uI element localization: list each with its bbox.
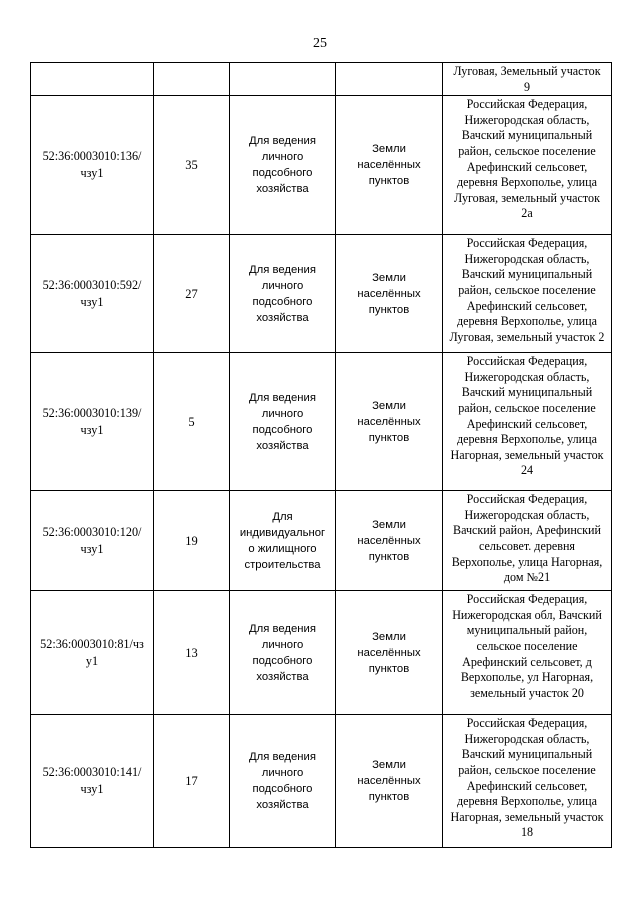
address-line: Российская Федерация, [466,236,588,251]
address-line: Нижегородская область, [464,731,590,746]
address-line: 9 [523,79,531,94]
cadastral-number-cell [31,715,154,848]
land-category-line: пунктов [368,175,410,188]
address-line: Арефинский сельсовет, [466,159,588,174]
land-category-line: Земли [372,630,406,643]
land-category-line: пунктов [368,303,410,316]
area-cell: 5 [154,353,230,491]
address-cell [443,491,612,591]
address-line: Российская Федерация, [466,592,588,607]
permitted-use-line: хозяйства [256,799,309,812]
address-line: деревня Верхополье, улица [456,314,597,329]
table-row [31,96,612,235]
cadastral-number-line: 52:36:0003010:81/чз [40,636,144,651]
permitted-use-line: Для ведения [249,751,316,763]
cadastral-number-line: чзу1 [80,422,104,437]
address-line: Нижегородская область, [464,369,590,384]
cadastral-number-line: чзу1 [80,294,104,309]
permitted-use-cell [230,96,336,235]
land-category-line: пунктов [368,662,410,675]
area-cell: 35 [154,96,230,235]
permitted-use-line: личного [261,638,304,651]
land-category-line: Земли [372,759,406,772]
address-line: район, сельское поселение [458,282,596,297]
area-cell: 27 [154,235,230,353]
permitted-use-line: хозяйства [256,311,309,324]
area-cell: 19 [154,491,230,591]
address-line: Луговая, земельный участок 2 [449,329,605,344]
address-line: Нижегородская область, [464,112,590,127]
cadastral-number-line: 52:36:0003010:139/ [42,405,142,420]
cadastral-number-cell [31,235,154,353]
permitted-use-line: Для ведения [249,622,316,635]
address-line: район, сельское поселение [458,400,596,415]
permitted-use-line: индивидуальног [239,526,326,539]
land-plots-table [30,62,612,848]
permitted-use-cell [230,353,336,491]
land-category-line: населённых [357,415,421,428]
address-line: Вачский муниципальный [461,385,593,400]
permitted-use-line: подсобного [252,783,313,796]
permitted-use-line: Для ведения [249,391,316,404]
cadastral-number-line: у1 [85,653,99,668]
area-cell: 13 [154,591,230,715]
permitted-use-line: подсобного [252,295,313,308]
permitted-use-line: хозяйства [256,183,309,196]
address-line: муниципальный район, [466,623,588,638]
address-line: Российская Федерация, [466,354,588,369]
permitted-use-line: подсобного [252,654,313,667]
land-category-cell [336,353,443,491]
page-number: 25 [313,36,327,51]
area-cell [154,63,230,96]
address-line: район, сельское поселение [458,143,596,158]
permitted-use-line: личного [261,279,304,292]
address-cell [443,235,612,353]
area-cell: 17 [154,715,230,848]
permitted-use-line: строительства [244,558,321,571]
permitted-use-line: подсобного [252,167,313,180]
permitted-use-line: Для ведения [249,263,316,276]
address-line: сельское поселение [476,638,578,653]
address-line: Верхополье, улица Нагорная, [451,554,603,569]
address-line: Нижегородская область, [464,507,590,522]
address-cell [443,715,612,848]
cadastral-number-cell [31,353,154,491]
cadastral-number-line: 52:36:0003010:120/ [42,524,142,539]
address-cell [443,591,612,715]
address-line: Луговая, земельный участок [454,190,600,205]
permitted-use-line: Для ведения [249,135,316,147]
land-category-line: населённых [357,287,421,300]
land-category-line: Земли [372,271,406,284]
cadastral-number-cell [31,96,154,235]
land-category-line: населённых [357,159,421,172]
cadastral-number-cell [31,63,154,96]
address-line: Вачский район, Арефинский [453,523,601,538]
address-line: Арефинский сельсовет, [466,298,588,313]
address-line: Арефинский сельсовет, [466,416,588,431]
permitted-use-line: хозяйства [256,670,309,683]
permitted-use-line: личного [261,407,304,420]
permitted-use-line: Для [272,510,293,523]
permitted-use-line: личного [261,767,304,780]
table-row [31,353,612,491]
address-line: 2а [521,206,533,221]
permitted-use-cell [230,63,336,96]
address-cell [443,63,612,96]
address-line: Нижегородская область, [464,251,590,266]
land-category-line: населённых [357,646,421,659]
address-line: деревня Верхополье, улица [456,175,597,190]
address-line: дом №21 [503,570,551,585]
land-category-line: пунктов [368,550,410,563]
land-category-cell [336,235,443,353]
address-line: Верхополье, ул Нагорная, [460,670,594,685]
cadastral-number-line: чзу1 [80,166,104,181]
address-cell [443,353,612,491]
continuation-row [31,63,612,96]
cadastral-number-line: 52:36:0003010:136/ [42,149,142,164]
cadastral-number-cell [31,491,154,591]
permitted-use-cell [230,715,336,848]
address-line: 18 [520,825,534,840]
address-cell [443,96,612,235]
table-row [31,715,612,848]
land-category-cell [336,715,443,848]
address-line: деревня Верхополье, улица [456,432,597,447]
land-category-line: Земли [372,518,406,531]
cadastral-number-cell [31,591,154,715]
land-category-line: населённых [357,534,421,547]
permitted-use-cell [230,235,336,353]
address-line: Российская Федерация, [466,97,588,112]
address-line: Нижегородская обл, Вачский [452,607,602,622]
permitted-use-cell [230,491,336,591]
address-line: Арефинский сельсовет, [466,778,588,793]
permitted-use-line: подсобного [252,423,313,436]
land-category-line: пунктов [368,431,410,444]
table-row [31,591,612,715]
address-line: сельсовет. деревня [479,538,575,553]
address-line: Вачский муниципальный [461,267,593,282]
land-category-cell [336,96,443,235]
address-line: Вачский муниципальный [461,747,593,762]
land-category-line: Земли [372,143,406,156]
address-line: деревня Верхополье, улица [456,794,597,809]
address-line: Луговая, Земельный участок [453,64,601,78]
cadastral-number-line: 52:36:0003010:141/ [42,765,142,780]
address-line: 24 [520,463,534,478]
permitted-use-line: личного [261,151,304,164]
table-row [31,235,612,353]
permitted-use-line: хозяйства [256,439,309,452]
land-category-cell [336,63,443,96]
land-category-line: Земли [372,399,406,412]
land-category-line: пунктов [368,791,410,804]
address-line: район, сельское поселение [458,762,596,777]
address-line: Арефинский сельсовет, д [462,654,592,669]
permitted-use-line: о жилищного [248,542,317,555]
address-line: Российская Федерация, [466,492,588,507]
land-category-line: населённых [357,775,421,788]
address-line: земельный участок 20 [470,685,584,700]
cadastral-number-line: чзу1 [80,782,104,797]
table-row [31,491,612,591]
land-category-cell [336,491,443,591]
cadastral-number-line: 52:36:0003010:592/ [42,277,142,292]
address-line: Российская Федерация, [466,716,588,731]
address-line: Вачский муниципальный [461,128,593,143]
address-line: Нагорная, земельный участок [450,809,604,824]
address-line: Нагорная, земельный участок [450,447,604,462]
cadastral-number-line: чзу1 [80,541,104,556]
land-category-cell [336,591,443,715]
permitted-use-cell [230,591,336,715]
